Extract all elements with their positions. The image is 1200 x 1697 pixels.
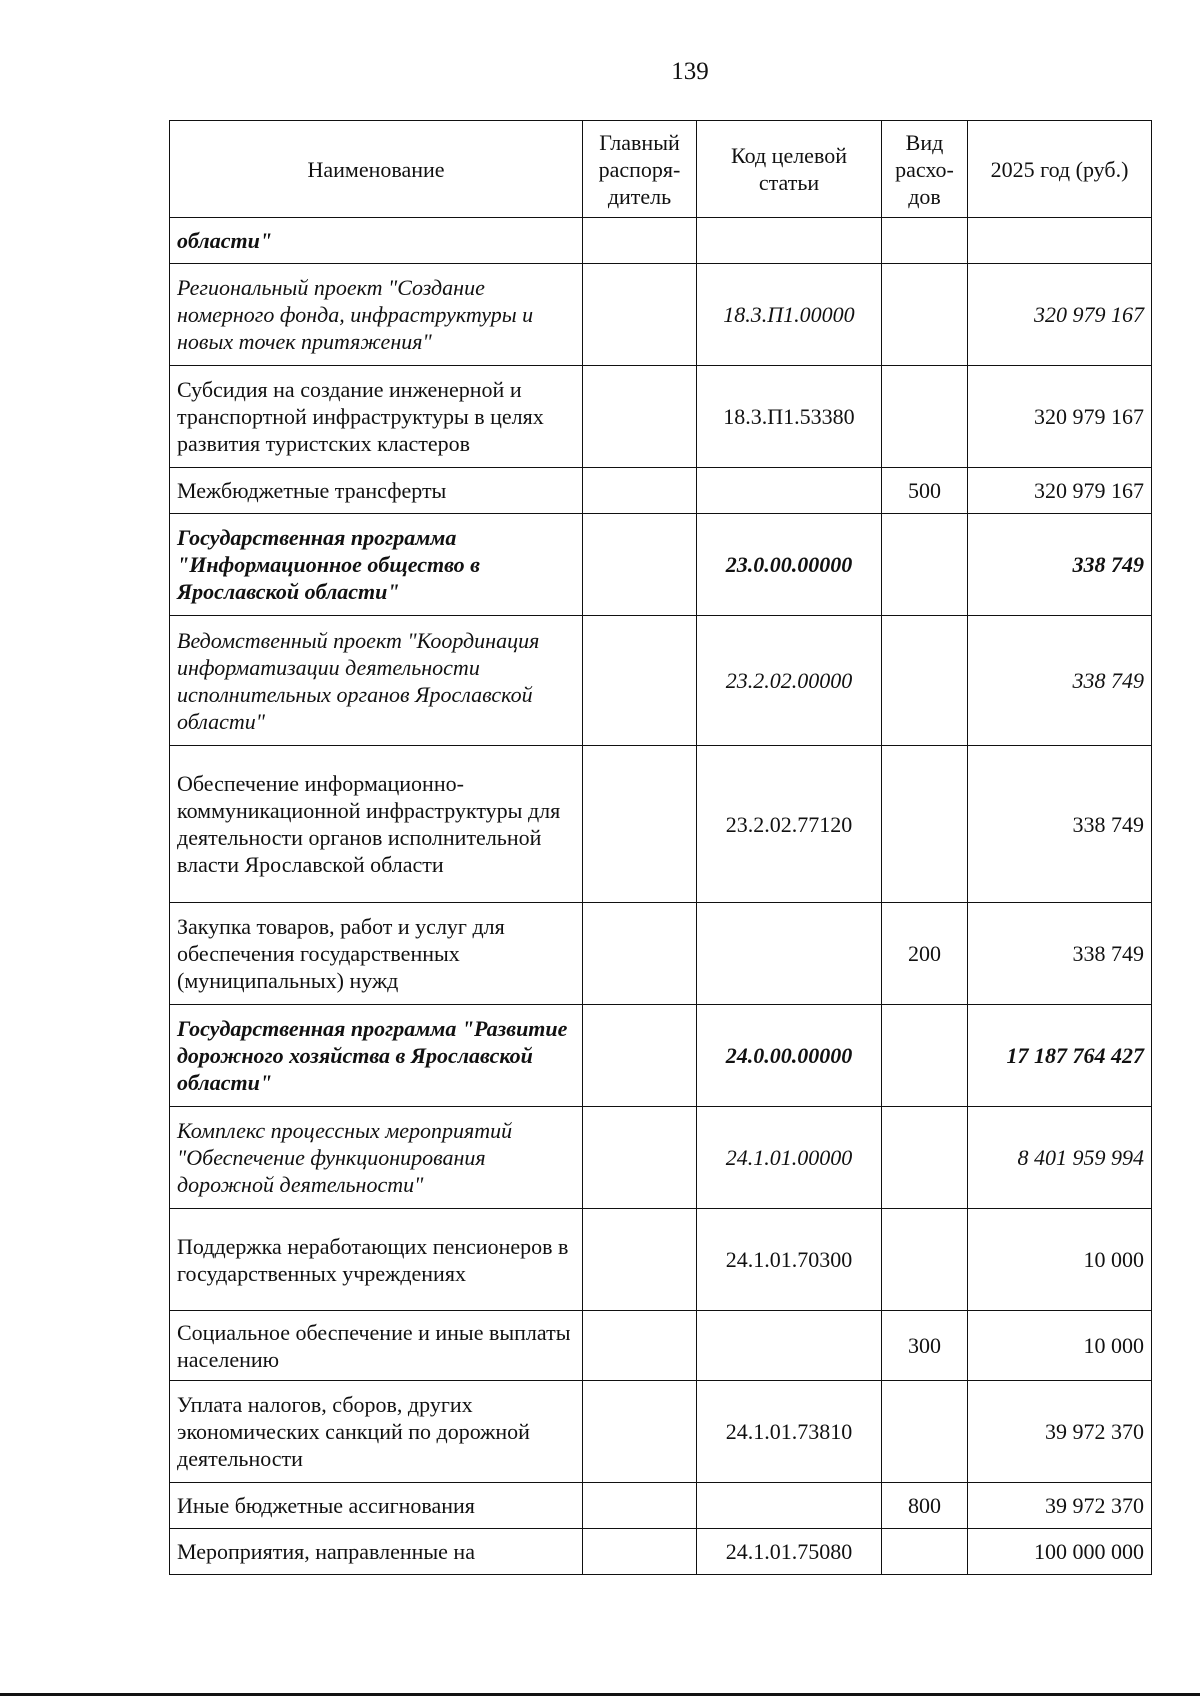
table-row bbox=[170, 1311, 1152, 1381]
cell-main-manager bbox=[583, 1381, 697, 1483]
cell-amount: 10 000 bbox=[968, 1209, 1152, 1311]
cell-amount: 10 000 bbox=[968, 1311, 1152, 1381]
cell-expense-type bbox=[882, 1381, 968, 1483]
cell-target-code bbox=[697, 903, 882, 1005]
cell-target-code: 23.2.02.00000 bbox=[697, 616, 882, 746]
cell-amount: 39 972 370 bbox=[968, 1381, 1152, 1483]
cell-expense-type bbox=[882, 366, 968, 468]
table-row bbox=[170, 903, 1152, 1005]
cell-main-manager bbox=[583, 468, 697, 514]
page-number: 139 bbox=[671, 58, 709, 85]
cell-main-manager bbox=[583, 1483, 697, 1529]
cell-name: Обеспечение информационно-коммуникационной инфраструктуры для деятельности органов исполнительной власти Ярославской области bbox=[170, 746, 583, 903]
cell-amount: 320 979 167 bbox=[968, 468, 1152, 514]
table-row bbox=[170, 1107, 1152, 1209]
header-amount-2025: 2025 год (руб.) bbox=[968, 121, 1152, 218]
cell-expense-type bbox=[882, 218, 968, 264]
cell-target-code: 24.1.01.00000 bbox=[697, 1107, 882, 1209]
table-row bbox=[170, 616, 1152, 746]
budget-table bbox=[169, 120, 1152, 1575]
cell-main-manager bbox=[583, 1311, 697, 1381]
cell-main-manager bbox=[583, 514, 697, 616]
cell-name: Региональный проект "Создание номерного фонда, инфраструктуры и новых точек притяжения" bbox=[170, 264, 583, 366]
cell-main-manager bbox=[583, 218, 697, 264]
cell-expense-type bbox=[882, 514, 968, 616]
cell-target-code: 23.0.00.00000 bbox=[697, 514, 882, 616]
cell-expense-type: 500 bbox=[882, 468, 968, 514]
cell-main-manager bbox=[583, 1529, 697, 1575]
table-row bbox=[170, 1209, 1152, 1311]
cell-target-code bbox=[697, 1483, 882, 1529]
cell-main-manager bbox=[583, 746, 697, 903]
cell-name: области" bbox=[170, 218, 583, 264]
cell-target-code: 24.0.00.00000 bbox=[697, 1005, 882, 1107]
cell-amount: 338 749 bbox=[968, 514, 1152, 616]
cell-target-code bbox=[697, 1311, 882, 1381]
cell-expense-type bbox=[882, 1209, 968, 1311]
cell-amount: 338 749 bbox=[968, 746, 1152, 903]
cell-name: Социальное обеспечение и иные выплаты населению bbox=[170, 1311, 583, 1381]
cell-amount bbox=[968, 218, 1152, 264]
cell-expense-type bbox=[882, 1107, 968, 1209]
header-target-code: Код целевой статьи bbox=[697, 121, 882, 218]
table-row bbox=[170, 264, 1152, 366]
header-expense-type: Вид расхо-дов bbox=[882, 121, 968, 218]
cell-target-code: 18.3.П1.53380 bbox=[697, 366, 882, 468]
cell-main-manager bbox=[583, 616, 697, 746]
cell-name: Государственная программа "Развитие дорожного хозяйства в Ярославской области" bbox=[170, 1005, 583, 1107]
cell-amount: 8 401 959 994 bbox=[968, 1107, 1152, 1209]
cell-expense-type bbox=[882, 1529, 968, 1575]
cell-name: Межбюджетные трансферты bbox=[170, 468, 583, 514]
cell-amount: 39 972 370 bbox=[968, 1483, 1152, 1529]
cell-amount: 320 979 167 bbox=[968, 264, 1152, 366]
cell-expense-type: 200 bbox=[882, 903, 968, 1005]
page-bottom-rule bbox=[0, 1693, 1200, 1696]
cell-target-code bbox=[697, 468, 882, 514]
cell-amount: 338 749 bbox=[968, 903, 1152, 1005]
table-header-row bbox=[170, 121, 1152, 218]
table-row bbox=[170, 366, 1152, 468]
header-name: Наименование bbox=[170, 121, 583, 218]
cell-expense-type: 300 bbox=[882, 1311, 968, 1381]
cell-name: Закупка товаров, работ и услуг для обеспечения государственных (муниципальных) нужд bbox=[170, 903, 583, 1005]
cell-target-code: 23.2.02.77120 bbox=[697, 746, 882, 903]
cell-name: Субсидия на создание инженерной и транспортной инфраструктуры в целях развития туристских кластеров bbox=[170, 366, 583, 468]
table-row bbox=[170, 1381, 1152, 1483]
cell-main-manager bbox=[583, 264, 697, 366]
cell-name: Уплата налогов, сборов, других экономических санкций по дорожной деятельности bbox=[170, 1381, 583, 1483]
cell-amount: 338 749 bbox=[968, 616, 1152, 746]
cell-main-manager bbox=[583, 1107, 697, 1209]
cell-main-manager bbox=[583, 1209, 697, 1311]
cell-expense-type bbox=[882, 746, 968, 903]
cell-target-code bbox=[697, 218, 882, 264]
cell-target-code: 24.1.01.73810 bbox=[697, 1381, 882, 1483]
table-row bbox=[170, 1005, 1152, 1107]
cell-target-code: 24.1.01.70300 bbox=[697, 1209, 882, 1311]
cell-expense-type bbox=[882, 1005, 968, 1107]
table-row bbox=[170, 1483, 1152, 1529]
cell-name: Комплекс процессных мероприятий "Обеспечение функционирования дорожной деятельности" bbox=[170, 1107, 583, 1209]
table-row bbox=[170, 746, 1152, 903]
cell-name: Мероприятия, направленные на bbox=[170, 1529, 583, 1575]
cell-expense-type: 800 bbox=[882, 1483, 968, 1529]
table-row bbox=[170, 218, 1152, 264]
cell-expense-type bbox=[882, 264, 968, 366]
cell-target-code: 18.3.П1.00000 bbox=[697, 264, 882, 366]
cell-expense-type bbox=[882, 616, 968, 746]
cell-name: Иные бюджетные ассигнования bbox=[170, 1483, 583, 1529]
cell-main-manager bbox=[583, 903, 697, 1005]
table-row bbox=[170, 514, 1152, 616]
cell-name: Ведомственный проект "Координация информатизации деятельности исполнительных органов Ярославской области" bbox=[170, 616, 583, 746]
table-row bbox=[170, 468, 1152, 514]
header-main-manager: Главный распоря-дитель bbox=[583, 121, 697, 218]
cell-amount: 100 000 000 bbox=[968, 1529, 1152, 1575]
cell-amount: 320 979 167 bbox=[968, 366, 1152, 468]
cell-name: Поддержка неработающих пенсионеров в государственных учреждениях bbox=[170, 1209, 583, 1311]
cell-name: Государственная программа "Информационное общество в Ярославской области" bbox=[170, 514, 583, 616]
cell-main-manager bbox=[583, 366, 697, 468]
cell-amount: 17 187 764 427 bbox=[968, 1005, 1152, 1107]
cell-main-manager bbox=[583, 1005, 697, 1107]
table-row bbox=[170, 1529, 1152, 1575]
cell-target-code: 24.1.01.75080 bbox=[697, 1529, 882, 1575]
